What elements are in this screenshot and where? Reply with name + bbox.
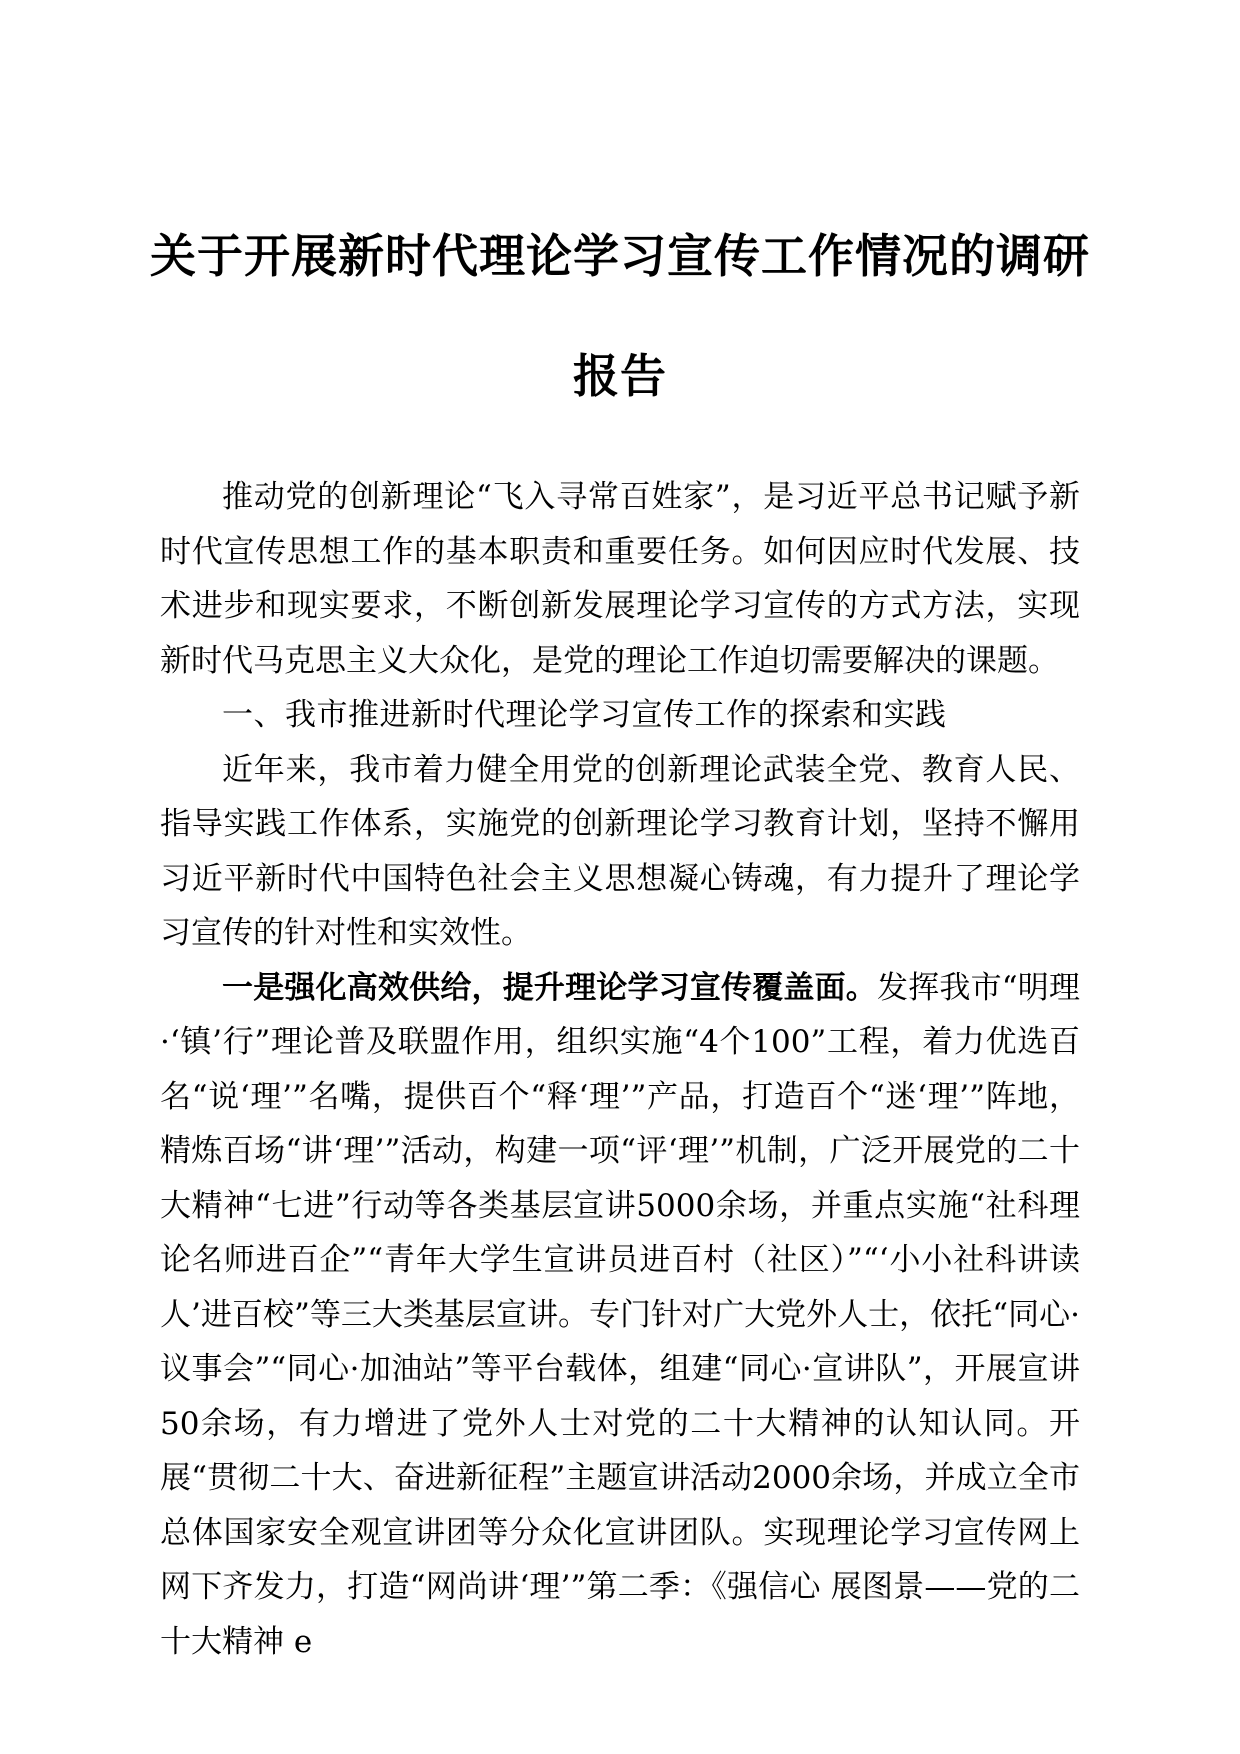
section1-paragraph: 近年来，我市着力健全用党的创新理论武装全党、教育人民、指导实践工作体系，实施党的创新理论学习教育计划，坚持不懈用习近平新时代中国特色社会主义思想凝心铸魂，有力提升了理论学习宣传的针对性和实效性。 [160,751,1080,951]
section1-heading: 一、我市推进新时代理论学习宣传工作的探索和实践 [222,697,947,733]
point1-lead: 一是强化高效供给，提升理论学习宣传覆盖面。 [222,969,877,1006]
document-title-line1: 关于开展新时代理论学习宣传工作情况的调研 [150,229,1090,283]
point1-paragraph [160,961,1080,1670]
point1-text: 发挥我市“明理·‘镇’行”理论普及联盟作用，组织实施“4个100”工程，着力优选百名“说‘理’”名嘴，提供百个“释‘理’”产品，打造百个“迷‘理’”阵地，精炼百场“讲‘理’”活动，构建一项“评‘理’”机制，广泛开展党的二十大精神“七进”行动等各类基层宣讲5000余场，并重点实施“社科理论名师进百企”“青年大学生宣讲员进百村（社区）”“‘小小社科讲读人’进百校”等三大类基层宣讲。专门针对广大党外人士，依托“同心·议事会”“同心·加油站”等平台载体，组建“同心·宣讲队”，开展宣讲50余场，有力增进了党外人士对党的二十大精神的认知认同。开展“贯彻二十大、奋进新征程”主题宣讲活动2000余场，并成立全市总体国家安全观宣讲团等分众化宣讲团队。实现理论学习宣传网上网下齐发力，打造“网尚讲‘理’”第二季：《强信心 展图景——党的二十大精神 e [160,969,1080,1660]
intro-paragraph: 推动党的创新理论“飞入寻常百姓家”，是习近平总书记赋予新时代宣传思想工作的基本职责和重要任务。如何因应时代发展、技术进步和现实要求，不断创新发展理论学习宣传的方式方法，实现新时代马克思主义大众化，是党的理论工作迫切需要解决的课题。 [160,479,1080,679]
document-body [160,470,1080,1669]
document-title-line2: 报告 [573,349,667,403]
